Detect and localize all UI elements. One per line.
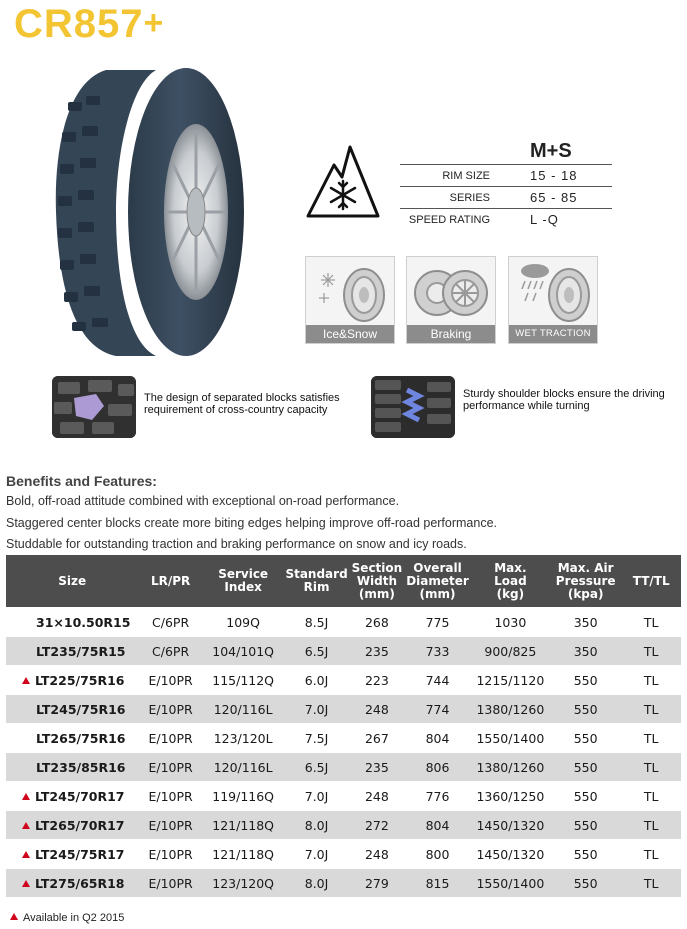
new-marker-icon xyxy=(22,677,30,684)
table-cell: 550 xyxy=(550,840,621,869)
table-cell: 109Q xyxy=(203,608,284,637)
table-row xyxy=(6,811,681,840)
table-cell: E/10PR xyxy=(138,782,202,811)
tread-note: The design of separated blocks satisfies requirement of cross-country capacity xyxy=(144,392,340,416)
table-cell: 7.5J xyxy=(283,724,349,753)
new-marker-icon xyxy=(22,851,30,858)
table-row xyxy=(6,840,681,869)
table-cell: 550 xyxy=(550,695,621,724)
table-cell: TL xyxy=(621,811,681,840)
table-cell: 1215/1120 xyxy=(471,666,550,695)
feature-wet-traction xyxy=(508,256,598,344)
spec-key: SERIES xyxy=(400,187,508,209)
size-label: LT275/65R18 xyxy=(35,875,125,891)
column-header: Size xyxy=(6,555,138,608)
feature-braking xyxy=(406,256,496,344)
column-header: LR/PR xyxy=(138,555,202,608)
table-cell: 806 xyxy=(404,753,471,782)
table-cell: 550 xyxy=(550,782,621,811)
table-cell: 350 xyxy=(550,637,621,666)
size-label: LT265/75R16 xyxy=(36,730,126,746)
table-cell: 248 xyxy=(350,695,405,724)
size-label: LT245/75R16 xyxy=(36,701,126,717)
table-row xyxy=(6,608,681,637)
spec-value: 15 - 18 xyxy=(508,165,612,187)
spec-value: 65 - 85 xyxy=(508,187,612,209)
table-cell: 815 xyxy=(404,869,471,898)
table-cell: 223 xyxy=(350,666,405,695)
table-cell: 7.0J xyxy=(283,782,349,811)
rain-tire-icon xyxy=(509,257,597,325)
table-row xyxy=(6,666,681,695)
table-cell: TL xyxy=(621,724,681,753)
spec-key: RIM SIZE xyxy=(400,165,508,187)
feature-label: Braking xyxy=(407,325,495,343)
size-label: LT235/85R16 xyxy=(36,759,126,775)
spec-value: L -Q xyxy=(508,209,612,231)
table-cell: 804 xyxy=(404,724,471,753)
table-cell: E/10PR xyxy=(138,666,202,695)
size-label: LT235/75R15 xyxy=(36,643,126,659)
table-row xyxy=(6,782,681,811)
snow-tire-icon xyxy=(306,257,394,325)
table-cell xyxy=(6,608,138,637)
table-cell: 6.5J xyxy=(283,753,349,782)
new-marker-icon xyxy=(22,822,30,829)
table-cell: 6.5J xyxy=(283,637,349,666)
new-marker-icon xyxy=(22,880,30,887)
table-cell: 1360/1250 xyxy=(471,782,550,811)
table-cell xyxy=(6,782,138,811)
table-cell: 268 xyxy=(350,608,405,637)
table-cell: 1380/1260 xyxy=(471,695,550,724)
size-table xyxy=(6,555,681,897)
table-cell: TL xyxy=(621,753,681,782)
ms-rating: M+S xyxy=(530,140,572,162)
table-cell: 8.0J xyxy=(283,811,349,840)
tread-closeup-center xyxy=(52,376,136,438)
table-cell: 8.0J xyxy=(283,869,349,898)
mountain-snowflake-icon xyxy=(304,143,382,219)
table-cell: C/6PR xyxy=(138,637,202,666)
table-cell: 800 xyxy=(404,840,471,869)
table-cell: 248 xyxy=(350,840,405,869)
footnote xyxy=(10,912,124,924)
table-cell: TL xyxy=(621,637,681,666)
table-cell xyxy=(6,695,138,724)
column-header: Overall Diameter (mm) xyxy=(404,555,471,608)
table-cell: 550 xyxy=(550,811,621,840)
table-cell: 1030 xyxy=(471,608,550,637)
table-cell: TL xyxy=(621,840,681,869)
table-cell: 123/120L xyxy=(203,724,284,753)
table-row xyxy=(6,637,681,666)
table-cell: E/10PR xyxy=(138,811,202,840)
table-cell: 775 xyxy=(404,608,471,637)
column-header: Section Width (mm) xyxy=(350,555,405,608)
table-cell: 900/825 xyxy=(471,637,550,666)
table-cell: 235 xyxy=(350,753,405,782)
column-header: TT/TL xyxy=(621,555,681,608)
table-cell: 550 xyxy=(550,724,621,753)
table-cell: 6.0J xyxy=(283,666,349,695)
table-cell: 804 xyxy=(404,811,471,840)
table-row xyxy=(6,869,681,898)
spec-key: SPEED RATING xyxy=(400,209,508,231)
new-marker-icon xyxy=(10,913,18,920)
benefit-line: Studdable for outstanding traction and braking performance on snow and icy roads. xyxy=(6,537,467,551)
table-cell: 733 xyxy=(404,637,471,666)
feature-label: WET TRACTION xyxy=(509,325,597,343)
table-cell: 1450/1320 xyxy=(471,840,550,869)
spec-row xyxy=(400,165,612,187)
table-cell: 272 xyxy=(350,811,405,840)
table-cell xyxy=(6,724,138,753)
table-cell: TL xyxy=(621,869,681,898)
spec-row xyxy=(400,187,612,209)
benefit-line: Staggered center blocks create more biting edges helping improve off-road performance. xyxy=(6,516,498,530)
table-row xyxy=(6,753,681,782)
column-header: Service Index xyxy=(203,555,284,608)
new-marker-icon xyxy=(22,793,30,800)
feature-ice-snow xyxy=(305,256,395,344)
table-cell: 7.0J xyxy=(283,840,349,869)
table-cell: 744 xyxy=(404,666,471,695)
table-cell xyxy=(6,753,138,782)
column-header: Max. Air Pressure (kpa) xyxy=(550,555,621,608)
table-cell: 120/116L xyxy=(203,695,284,724)
table-cell: TL xyxy=(621,608,681,637)
column-header: Max. Load (kg) xyxy=(471,555,550,608)
table-cell: 550 xyxy=(550,869,621,898)
table-cell: 235 xyxy=(350,637,405,666)
model-plus: + xyxy=(143,4,165,42)
table-cell: 1380/1260 xyxy=(471,753,550,782)
page-title xyxy=(14,2,164,47)
table-cell: 550 xyxy=(550,666,621,695)
table-cell xyxy=(6,637,138,666)
table-header xyxy=(6,555,681,608)
table-cell: E/10PR xyxy=(138,724,202,753)
tread-closeup-shoulder xyxy=(371,376,455,438)
benefits-title: Benefits and Features: xyxy=(6,473,157,489)
table-row xyxy=(6,695,681,724)
table-cell xyxy=(6,666,138,695)
table-cell: 267 xyxy=(350,724,405,753)
table-cell xyxy=(6,811,138,840)
tire-image xyxy=(46,62,246,362)
table-cell: C/6PR xyxy=(138,608,202,637)
table-cell: 1550/1400 xyxy=(471,724,550,753)
table-cell: 350 xyxy=(550,608,621,637)
table-cell: 1550/1400 xyxy=(471,869,550,898)
table-cell: 550 xyxy=(550,753,621,782)
spec-row xyxy=(400,209,612,231)
footnote-text: Available in Q2 2015 xyxy=(23,912,125,924)
table-cell: E/10PR xyxy=(138,695,202,724)
table-cell: E/10PR xyxy=(138,869,202,898)
table-cell: TL xyxy=(621,695,681,724)
size-label: LT245/70R17 xyxy=(35,788,125,804)
spec-table xyxy=(400,164,612,230)
table-cell: 776 xyxy=(404,782,471,811)
table-cell: 120/116L xyxy=(203,753,284,782)
table-cell: 121/118Q xyxy=(203,811,284,840)
size-label: 31×10.50R15 xyxy=(36,614,131,630)
table-cell: TL xyxy=(621,666,681,695)
table-body xyxy=(6,608,681,898)
table-cell: 1450/1320 xyxy=(471,811,550,840)
table-cell: 248 xyxy=(350,782,405,811)
feature-label: Ice&Snow xyxy=(306,325,394,343)
benefit-line: Bold, off-road attitude combined with exceptional on-road performance. xyxy=(6,494,400,508)
size-label: LT225/75R16 xyxy=(35,672,125,688)
table-cell: 774 xyxy=(404,695,471,724)
size-label: LT245/75R17 xyxy=(35,846,125,862)
column-header: Standard Rim xyxy=(283,555,349,608)
braking-tire-icon xyxy=(407,257,495,325)
table-cell: 119/116Q xyxy=(203,782,284,811)
table-cell xyxy=(6,840,138,869)
table-cell: 121/118Q xyxy=(203,840,284,869)
tread-note: Sturdy shoulder blocks ensure the driving performance while turning xyxy=(463,388,665,412)
table-cell: 8.5J xyxy=(283,608,349,637)
table-cell: E/10PR xyxy=(138,840,202,869)
table-cell: 115/112Q xyxy=(203,666,284,695)
table-cell: 104/101Q xyxy=(203,637,284,666)
table-cell: 7.0J xyxy=(283,695,349,724)
table-row xyxy=(6,724,681,753)
table-cell: 279 xyxy=(350,869,405,898)
size-label: LT265/70R17 xyxy=(35,817,125,833)
table-cell: TL xyxy=(621,782,681,811)
model-name: CR857 xyxy=(14,2,144,46)
table-cell: 123/120Q xyxy=(203,869,284,898)
table-cell: E/10PR xyxy=(138,753,202,782)
table-cell xyxy=(6,869,138,898)
